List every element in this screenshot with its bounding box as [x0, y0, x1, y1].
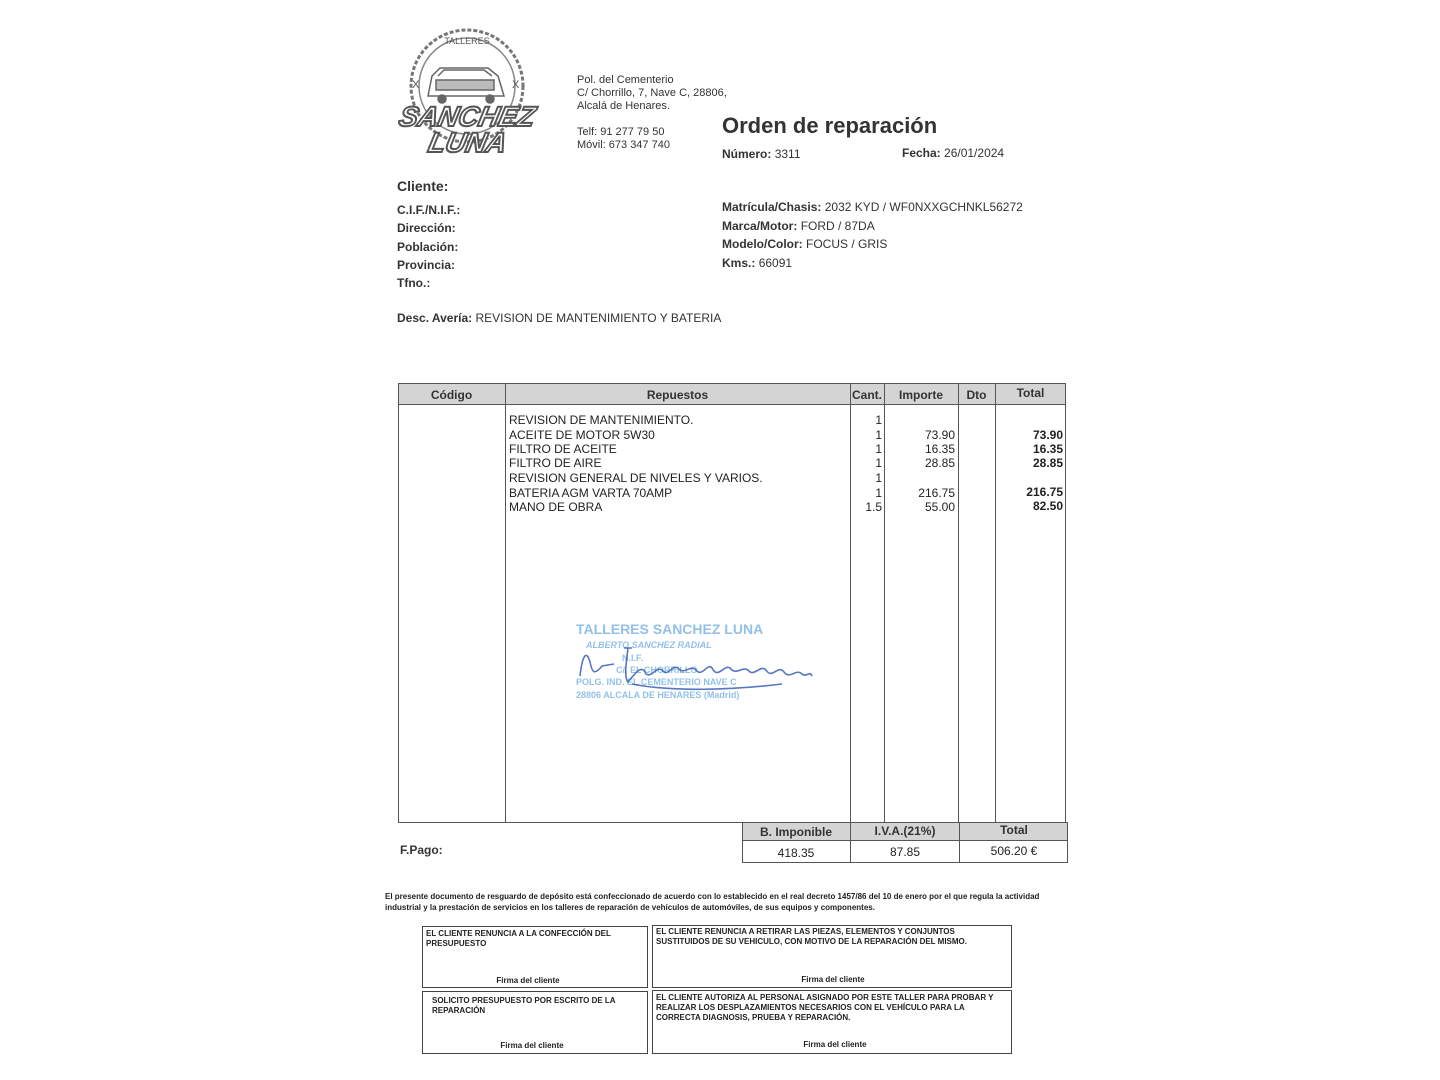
fault-text: REVISION DE MANTENIMIENTO Y BATERIA [475, 311, 722, 325]
legal-notice: El presente documento de resguardo de depósito está confeccionado de acuerdo con lo establecido en el real decreto 1457/86 del 10 de enero por el que regula la actividad industrial y la prestación de servicios en los talleres de reparación de vehículos de automóviles, de sus equipos y componentes. [385, 892, 1040, 912]
stamp-line: 28806 ALCALA DE HENARES (Madrid) [576, 690, 740, 700]
table-row-description: REVISION DE MANTENIMIENTO. [509, 413, 694, 427]
consent-text: EL CLIENTE RENUNCIA A RETIRAR LAS PIEZAS, ELEMENTOS Y CONJUNTOS SUSTITUIDOS DE SU VEHICULO, CON MOTIVO DE LA REPARACIÓN DEL MISMO. [656, 927, 967, 946]
company-address [577, 74, 727, 113]
vehicle-model [722, 237, 887, 251]
svg-text:X: X [412, 79, 420, 91]
table-row-qty: 1 [875, 442, 882, 456]
client-heading: Cliente: [397, 178, 449, 194]
address-line: Alcalá de Henares. [577, 100, 670, 112]
table-row-amount: 16.35 [924, 442, 955, 456]
client-cif-label: C.I.F./N.I.F.: [397, 203, 461, 217]
stamp-line: C/. EL CHORRILLO [616, 665, 698, 675]
table-row-qty: 1 [875, 486, 882, 500]
address-line: Pol. del Cementerio [577, 74, 674, 86]
client-address-label: Dirección: [397, 221, 456, 235]
consent-box-no-parts [652, 925, 1012, 988]
column-divider [958, 383, 959, 823]
fault-description [397, 311, 721, 325]
grand-total-value: 506.20 € [990, 844, 1038, 858]
consent-box-no-quote [422, 926, 648, 988]
col-header-amount: Importe [898, 388, 943, 402]
table-row-amount: 216.75 [918, 486, 955, 500]
order-date [902, 146, 1004, 160]
company-logo [376, 24, 558, 164]
car-icon [428, 68, 504, 103]
consent-box-written-quote [422, 991, 648, 1054]
table-row-total: 28.85 [1032, 456, 1063, 470]
vehicle-kms [722, 256, 792, 270]
signature-label: Firma del cliente [801, 975, 865, 984]
vehicle-plate [722, 200, 1023, 214]
phone-number: Telf: 91 277 79 50 [577, 126, 665, 138]
client-phone-label: Tfno.: [397, 276, 431, 290]
vehicle-plate-value: 2032 KYD / WF0NXXGCHNKL56272 [824, 200, 1023, 214]
mobile-number: Móvil: 673 347 740 [577, 139, 670, 151]
signature-label: Firma del cliente [500, 1041, 564, 1050]
col-header-discount: Dto [966, 388, 987, 402]
tax-base-value: 418.35 [777, 846, 815, 860]
table-row-qty: 1 [875, 471, 882, 485]
signature-label: Firma del cliente [803, 1040, 867, 1049]
company-phones [577, 126, 670, 152]
tax-base-label: B. Imponible [760, 825, 832, 839]
order-number [722, 147, 801, 161]
table-row-description: REVISION GENERAL DE NIVELES Y VARIOS. [509, 471, 763, 485]
vehicle-model-value: FOCUS / GRIS [806, 237, 888, 251]
stamp-line: TALLERES SANCHEZ LUNA [576, 621, 764, 637]
table-row-total: 216.75 [1026, 485, 1063, 499]
table-row-description: ACEITE DE MOTOR 5W30 [509, 428, 655, 442]
table-row-qty: 1.5 [865, 500, 882, 514]
company-stamp [572, 618, 822, 710]
table-row-description: BATERIA AGM VARTA 70AMP [509, 486, 673, 500]
order-number-value: 3311 [774, 147, 801, 161]
logo-name-line1: SANCHEZ [396, 100, 539, 132]
logo-top-text: TALLERES [444, 36, 490, 46]
col-header-parts: Repuestos [646, 388, 709, 402]
column-divider [505, 383, 506, 823]
consent-box-test-drive [652, 990, 1012, 1054]
stamp-line: ALBERTO SANCHEZ RADIAL [586, 640, 712, 650]
table-row-amount: 55.00 [924, 500, 955, 514]
vehicle-make-label: Marca/Motor: [722, 219, 798, 233]
vehicle-make-value: FORD / 87DA [800, 219, 875, 233]
logo-name-line2: LUNA [425, 126, 511, 158]
grand-total-label: Total [1000, 823, 1028, 837]
consent-text: EL CLIENTE RENUNCIA A LA CONFECCIÓN DEL PRESUPUESTO [426, 929, 611, 948]
vat-value: 87.85 [889, 845, 921, 859]
client-town-label: Población: [397, 240, 459, 254]
table-row-amount: 28.85 [924, 456, 955, 470]
stamp-line: POLG. IND. EL CEMENTERIO NAVE C [576, 677, 737, 687]
document-title: Orden de reparación [722, 113, 938, 138]
table-row-total: 73.90 [1032, 428, 1063, 442]
table-row-description: FILTRO DE AIRE [509, 456, 602, 470]
client-province-label: Provincia: [397, 258, 456, 272]
vehicle-kms-value: 66091 [758, 256, 793, 270]
table-row-qty: 1 [875, 428, 882, 442]
order-date-label: Fecha: [902, 146, 941, 160]
table-row-description: MANO DE OBRA [509, 500, 603, 514]
vehicle-model-label: Modelo/Color: [722, 237, 803, 251]
parts-table [398, 383, 1066, 823]
payment-method-label: F.Pago: [400, 843, 443, 857]
order-date-value: 26/01/2024 [944, 146, 1005, 160]
table-row-total: 16.35 [1032, 442, 1063, 456]
col-header-total: Total [1016, 386, 1045, 400]
consent-text: SOLICITO PRESUPUESTO POR ESCRITO DE LA REPARACIÓN [432, 996, 616, 1015]
order-number-label: Número: [722, 147, 772, 161]
table-row-total: 82.50 [1032, 499, 1063, 513]
vehicle-make [722, 219, 875, 233]
consent-text: EL CLIENTE AUTORIZA AL PERSONAL ASIGNADO POR ESTE TALLER PARA PROBAR Y REALIZAR LOS DESPLAZAMIENTOS NECESARIOS CON EL VEHÍCULO PARA LA CORRECTA DIAGNOSIS, PRUEBA Y REPARACIÓN. [656, 993, 994, 1022]
col-header-qty: Cant. [852, 388, 882, 402]
signature-label: Firma del cliente [496, 976, 560, 985]
svg-text:X: X [512, 79, 520, 91]
table-row-description: FILTRO DE ACEITE [509, 442, 617, 456]
address-line: C/ Chorrillo, 7, Nave C, 28806, [577, 87, 727, 99]
table-row-qty: 1 [875, 413, 882, 427]
col-header-code: Código [430, 388, 473, 402]
table-row-amount: 73.90 [924, 428, 955, 442]
vehicle-plate-label: Matrícula/Chasis: [722, 200, 822, 214]
vat-label: I.V.A.(21%) [874, 824, 936, 838]
fault-label: Desc. Avería: [397, 311, 473, 325]
stamp-line: N.I.F. [622, 653, 644, 663]
table-row-qty: 1 [875, 456, 882, 470]
vehicle-kms-label: Kms.: [722, 256, 756, 270]
